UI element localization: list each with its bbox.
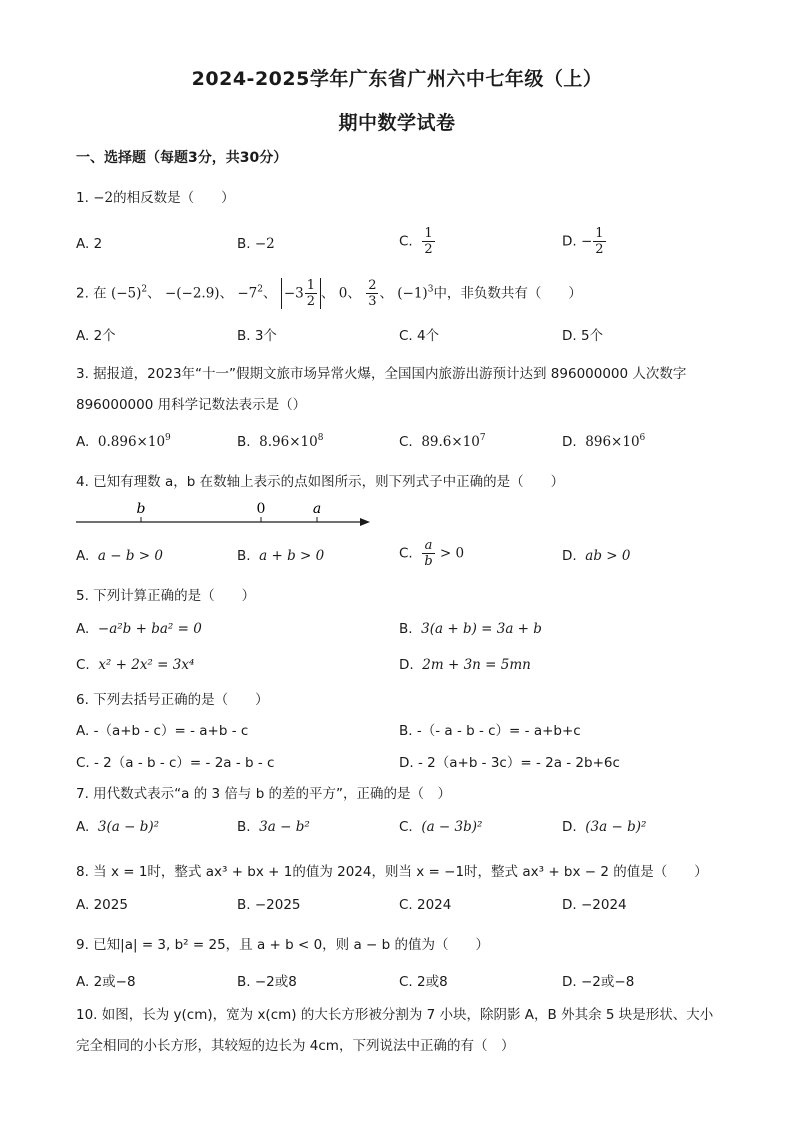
question-6: 6. 下列去括号正确的是（ ） (76, 692, 269, 708)
q2-fraction: $\frac{2}{3}$ (368, 278, 377, 309)
q7-option-b: B. 3a − b² (237, 819, 310, 835)
q3-option-b: B. $8.96\times 10^8$ (237, 433, 324, 450)
question-2: 2. 在 $(-5)^2$、 −(−2.9)、 $-7^2$、 −3 $\frac{1}{2}$ 、 0、 $\frac{2}{3}$ 、 $(-1)^3$中，非负数共有（ ） (76, 278, 582, 309)
q7-option-d: D. (3a − b)² (562, 819, 647, 835)
q6-option-c: C. - 2（a - b - c）= - 2a - b - c (76, 755, 275, 771)
q4-option-d: D. ab > 0 (562, 548, 631, 564)
q1-option-d: D. − $\frac{1}{2}$ (562, 226, 604, 257)
section-heading: 一、选择题（每题3分，共30分） (76, 150, 288, 166)
q1-option-b: B. −2 (237, 236, 275, 252)
q8-option-d: D. −2024 (562, 897, 627, 913)
q4-c-fraction: $\frac{a}{b}$ (424, 538, 433, 569)
q3-option-d: D. $896\times 10^6$ (562, 433, 646, 450)
q9-option-c: C. 2或8 (399, 974, 448, 990)
q2-option-c: C. 4个 (399, 328, 440, 344)
q1-option-c: C. $\frac{1}{2}$ (399, 226, 433, 257)
number-line-figure (76, 496, 376, 528)
q3-option-c: C. $89.6\times 10^7$ (399, 433, 486, 450)
q9-option-d: D. −2或−8 (562, 974, 635, 990)
q6-option-d: D. - 2（a+b - 3c）= - 2a - 2b+6c (399, 755, 620, 771)
q1-c-fraction: $\frac{1}{2}$ (424, 226, 433, 257)
q6-option-a: A. -（a+b - c）= - a+b - c (76, 723, 249, 739)
label-a: a (312, 501, 322, 517)
q8-option-b: B. −2025 (237, 897, 301, 913)
question-4: 4. 已知有理数 a，b 在数轴上表示的点如图所示，则下列式子中正确的是（ ） (76, 474, 565, 490)
question-10: 10. 如图，长为 y(cm)，宽为 x(cm) 的大长方形被分割为 7 小块，除阴影 A，B 外其余 5 块是形状、大小完全相同的小长方形，其较短的边长为 4cm，下列说法中正确的有（ ） (76, 1007, 714, 1054)
title-line-1: 2024-2025学年广东省广州六中七年级（上） (191, 68, 603, 90)
q4-option-b: B. a + b > 0 (237, 548, 325, 564)
q6-option-b: B. -（- a - b - c）= - a+b+c (399, 723, 581, 739)
question-3: 3. 据报道，2023年“十一”假期文旅市场异常火爆，全国国内旅游出游预计达到 896000000 人次数字 896000000 用科学记数法表示是（） (76, 366, 687, 413)
q2-option-d: D. 5个 (562, 328, 604, 344)
question-8: 8. 当 x = 1时，整式 ax³ + bx + 1的值为 2024，则当 x = −1时，整式 ax³ + bx − 2 的值是（ ） (76, 864, 708, 880)
q4-option-a: A. a − b > 0 (76, 548, 163, 564)
arrow-right-icon (360, 518, 370, 526)
q7-option-c: C. (a − 3b)² (399, 819, 483, 835)
q9-option-b: B. −2或8 (237, 974, 297, 990)
q2-option-a: A. 2个 (76, 328, 116, 344)
question-7: 7. 用代数式表示“a 的 3 倍与 b 的差的平方”，正确的是（ ） (76, 786, 452, 802)
question-1: 1. −2的相反数是（ ） (76, 190, 235, 206)
question-9: 9. 已知|a| = 3, b² = 25，且 a + b < 0，则 a − b 的值为（ ） (76, 937, 489, 953)
q1-option-a: A. 2 (76, 236, 103, 252)
q9-option-a: A. 2或−8 (76, 974, 136, 990)
question-5: 5. 下列计算正确的是（ ） (76, 588, 256, 604)
q8-option-c: C. 2024 (399, 897, 452, 913)
q2-option-b: B. 3个 (237, 328, 277, 344)
q1-d-fraction: $\frac{1}{2}$ (595, 226, 604, 257)
q5-option-c: C. x² + 2x² = 3x⁴ (76, 657, 195, 673)
q2-absolute-value: −3 $\frac{1}{2}$ (281, 278, 321, 309)
q5-option-a: A. −a²b + ba² = 0 (76, 621, 202, 637)
q5-option-b: B. 3(a + b) = 3a + b (399, 621, 542, 637)
q1-expression: −2 (93, 190, 114, 206)
label-0: 0 (256, 501, 266, 517)
q3-option-a: A. $0.896\times 10^9$ (76, 433, 171, 450)
label-b: b (136, 501, 146, 517)
q4-option-c: C. $\frac{a}{b}$ > 0 (399, 538, 465, 569)
q5-option-d: D. 2m + 3n = 5mn (399, 657, 531, 673)
title-line-2: 期中数学试卷 (338, 112, 456, 134)
q7-option-a: A. 3(a − b)² (76, 819, 160, 835)
q8-option-a: A. 2025 (76, 897, 128, 913)
